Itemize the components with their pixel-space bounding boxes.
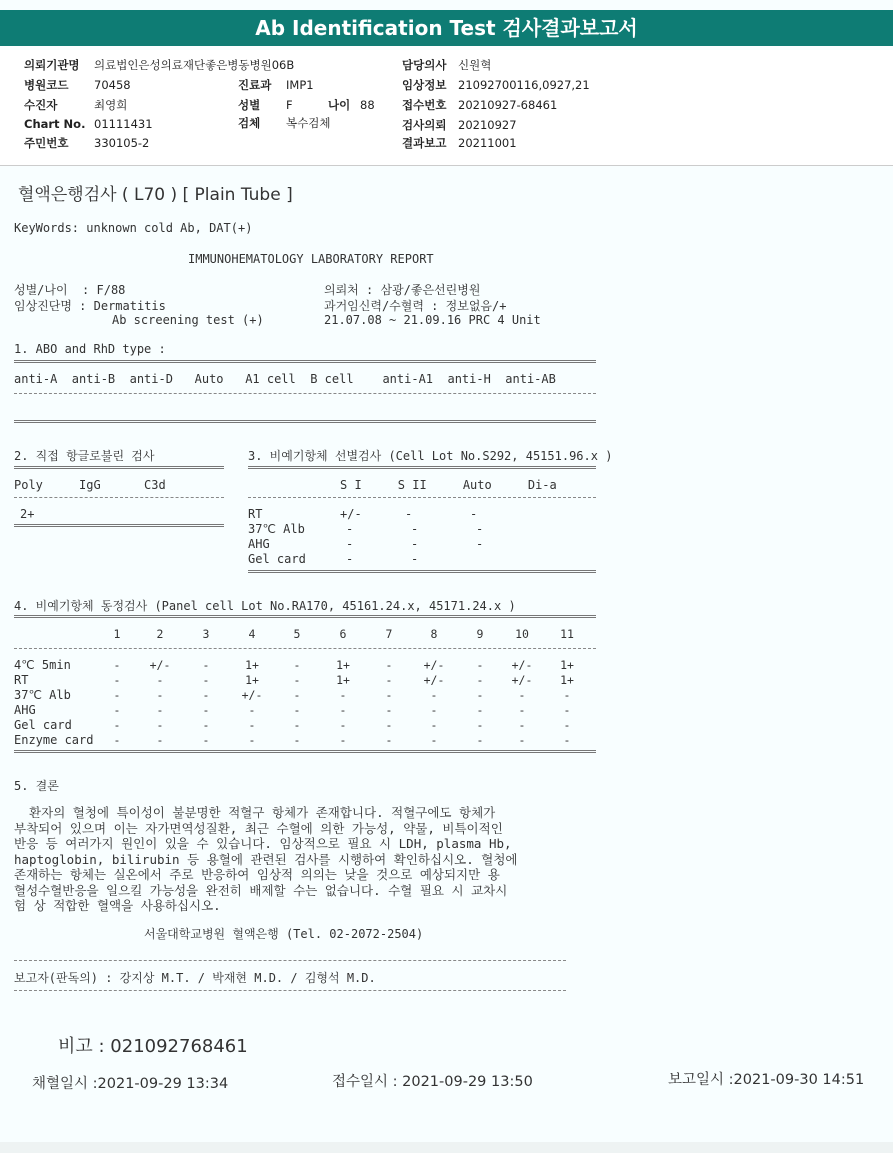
rule [14,960,566,961]
panel-cell: - [113,718,121,732]
panel-cell: - [339,703,347,717]
abo-header: anti-A anti-B anti-D Auto A1 cell B cell anti-A1 anti-H anti-AB [14,372,556,386]
panel-row-label: Enzyme card [14,733,94,747]
panel-cell: - [476,658,484,672]
conclusion-title: 5. 결론 [14,779,59,793]
rule [248,570,596,573]
panel-cell: - [563,733,571,747]
patient-field: 수진자 최영희 [24,98,128,112]
conclusion-line: haptoglobin, bilirubin 등 용혈에 관련된 검사를 시행하여 확인하십시오. 혈청에 [14,851,518,867]
screen-title: 3. 비예기항체 선별검사 (Cell Lot No.S292, 45151.96.x ) [248,449,613,463]
panel-cell: - [563,703,571,717]
lab-contact: 서울대학교병원 혈액은행 (Tel. 02-2072-2504) [144,927,424,941]
panel-cell: - [430,688,438,702]
panel-cell: - [293,673,301,687]
rule [14,524,224,527]
panel-row-label: 37℃ Alb [14,688,71,702]
panel-cell: - [339,688,347,702]
rule [14,615,596,618]
dat-value: 2+ [20,507,35,521]
rule [14,466,224,469]
panel-cell: - [385,733,393,747]
panel-cell: 1+ [245,658,259,672]
received-time: 접수일시 : 2021-09-29 13:50 [332,1074,533,1090]
panel-row-label: AHG [14,703,36,717]
panel-column-header: 8 [430,627,438,641]
panel-cell: - [202,673,210,687]
panel-cell: - [518,733,526,747]
panel-cell: +/- [149,658,171,672]
panel-cell: 1+ [336,658,350,672]
rule [14,393,596,394]
panel-row-label: 4℃ 5min [14,658,71,672]
rule [248,497,596,498]
panel-cell: - [202,658,210,672]
rule [14,420,596,423]
panel-cell: - [248,703,256,717]
screen-row-values: +/- - - [340,507,478,521]
panel-cell: - [293,718,301,732]
screen-row-label: Gel card [248,552,306,566]
panel-cell: - [476,688,484,702]
panel-row-label: RT [14,673,29,687]
rule [248,466,596,469]
panel-cell: +/- [511,673,533,687]
screen-row-values: - - [346,552,419,566]
panel-cell: - [476,733,484,747]
panel-row-label: Gel card [14,718,72,732]
panel-cell: - [156,688,164,702]
dat-title: 2. 직접 항글로불린 검사 [14,449,155,463]
panel-cell: - [430,733,438,747]
conclusion-line: 험 상 적합한 혈액을 사용하십시오. [14,898,221,913]
panel-cell: - [385,658,393,672]
panel-column-header: 10 [515,627,529,641]
panel-cell: - [476,718,484,732]
screen-row-label: 37℃ Alb [248,522,305,536]
panel-column-header: 3 [202,627,210,641]
remark: 비고 : 021092768461 [58,1036,248,1057]
conclusion-line: 혈성수혈반응을 일으킬 가능성을 완전히 배제할 수는 없습니다. 수혈 필요 시 교차시 [14,882,508,898]
panel-cell: - [113,673,121,687]
dept-field: 진료과 IMP1 [238,78,314,92]
dat-header: Poly IgG C3d [14,478,166,492]
diagnosis-line: 임상진단명 : Dermatitis [14,299,166,313]
request-field: 검사의뢰 20210927 [402,118,517,132]
panel-cell: 1+ [560,658,574,672]
panel-cell: - [293,703,301,717]
panel-cell: - [385,688,393,702]
clinical-field: 임상정보 21092700116,0927,21 [402,78,590,92]
panel-cell: - [563,688,571,702]
panel-cell: - [563,718,571,732]
keywords: KeyWords: unknown cold Ab, DAT(+) [14,221,253,235]
specimen-field: 검체 복수검체 [238,116,331,130]
institution-value: 의료법인은성의료재단좋은병동병원06B [94,58,295,72]
rule [14,497,224,498]
rule [14,360,596,363]
diagnosis-line-2: Ab screening test (+) [112,313,264,327]
conclusion-line: 반응 등 여러가지 원인이 있을 수 있습니다. 임상적으로 필요 시 LDH, plasma Hb, [14,836,512,851]
panel-cell: - [202,688,210,702]
age-field: 나이 88 [328,98,375,112]
screen-header: S I S II Auto Di-a [340,478,557,492]
panel-cell: - [113,688,121,702]
panel-cell: - [202,718,210,732]
panel-cell: - [293,658,301,672]
panel-cell: - [476,703,484,717]
panel-cell: 1+ [245,673,259,687]
panel-cell: - [385,673,393,687]
screen-row-label: AHG [248,537,270,551]
referrer-line: 의뢰처 : 삼광/좋은선린병원 [324,283,481,297]
id-field: 주민번호 330105-2 [24,136,150,150]
panel-cell: - [518,688,526,702]
screen-row-values: - - - [346,522,484,536]
panel-cell: - [430,718,438,732]
screen-row-values: - - - [346,537,484,551]
panel-cell: +/- [511,658,533,672]
screen-row-label: RT [248,507,263,521]
panel-column-header: 7 [385,627,393,641]
panel-cell: - [339,718,347,732]
panel-cell: - [385,718,393,732]
rule [14,990,566,991]
panel-title: 4. 비예기항체 동정검사 (Panel cell Lot No.RA170, 45161.24.x, 45171.24.x ) [14,599,516,613]
reporter-line: 보고자(판독의) : 강지상 M.T. / 박재현 M.D. / 김형석 M.D. [14,971,376,985]
panel-cell: - [518,718,526,732]
panel-cell: - [156,673,164,687]
panel-cell: - [248,718,256,732]
abo-title: 1. ABO and RhD type : [14,342,166,356]
panel-cell: - [385,703,393,717]
panel-cell: - [293,688,301,702]
panel-cell: - [156,703,164,717]
panel-cell: 1+ [560,673,574,687]
panel-column-header: 9 [476,627,484,641]
report-date-field: 결과보고 20211001 [402,136,517,150]
panel-cell: - [339,733,347,747]
panel-cell: +/- [423,658,445,672]
report-title: Ab Identification Test 검사결과보고서 [0,10,893,46]
rule [14,750,596,753]
panel-cell: - [113,703,121,717]
panel-cell: - [202,733,210,747]
panel-cell: +/- [241,688,263,702]
panel-cell: +/- [423,673,445,687]
sex-field: 성별 F [238,98,293,112]
panel-cell: - [476,673,484,687]
panel-cell: - [293,733,301,747]
panel-cell: - [156,733,164,747]
institution-field: 의뢰기관명 의료법인은성의료재단좋은병동병원06B [24,58,295,72]
panel-column-header: 5 [293,627,301,641]
reported-time: 보고일시 :2021-09-30 14:51 [668,1072,865,1088]
conclusion-line: 환자의 혈청에 특이성이 불분명한 적혈구 항체가 존재합니다. 적혈구에도 항체가 [14,805,496,820]
panel-column-header: 2 [156,627,164,641]
receipt-field: 접수번호 20210927-68461 [402,98,558,112]
sex-age-line: 성별/나이 : F/88 [14,283,126,297]
panel-column-header: 6 [339,627,347,641]
panel-cell: - [518,703,526,717]
conclusion-line: 부착되어 있으며 이는 자가면역성질환, 최근 수혈에 의한 가능성, 약물, 비특이적인 [14,820,503,836]
panel-column-header: 4 [248,627,256,641]
panel-cell: - [248,733,256,747]
doctor-field: 담당의사 신원혁 [402,58,492,72]
panel-column-header: 1 [113,627,121,641]
panel-cell: - [202,703,210,717]
conclusion-line: 존재하는 항체는 실온에서 주로 반응하여 임상적 의의는 낮을 것으로 예상되지만 용 [14,867,500,882]
panel-cell: - [113,658,121,672]
chart-field: Chart No. 01111431 [24,117,153,131]
patient-header [0,50,893,166]
panel-column-header: 11 [560,627,574,641]
collected-time: 채혈일시 :2021-09-29 13:34 [32,1076,229,1092]
panel-cell: 1+ [336,673,350,687]
section-title: 혈액은행검사 ( L70 ) [ Plain Tube ] [18,185,293,205]
panel-cell: - [430,703,438,717]
rule [14,648,596,649]
panel-cell: - [113,733,121,747]
history-line: 과거임신력/수혈력 : 정보없음/+ [324,299,507,313]
history-line-2: 21.07.08 ~ 21.09.16 PRC 4 Unit [324,313,541,327]
lab-report-title: IMMUNOHEMATOLOGY LABORATORY REPORT [188,252,434,266]
hospital-code-field: 병원코드 70458 [24,78,131,92]
panel-cell: - [156,718,164,732]
